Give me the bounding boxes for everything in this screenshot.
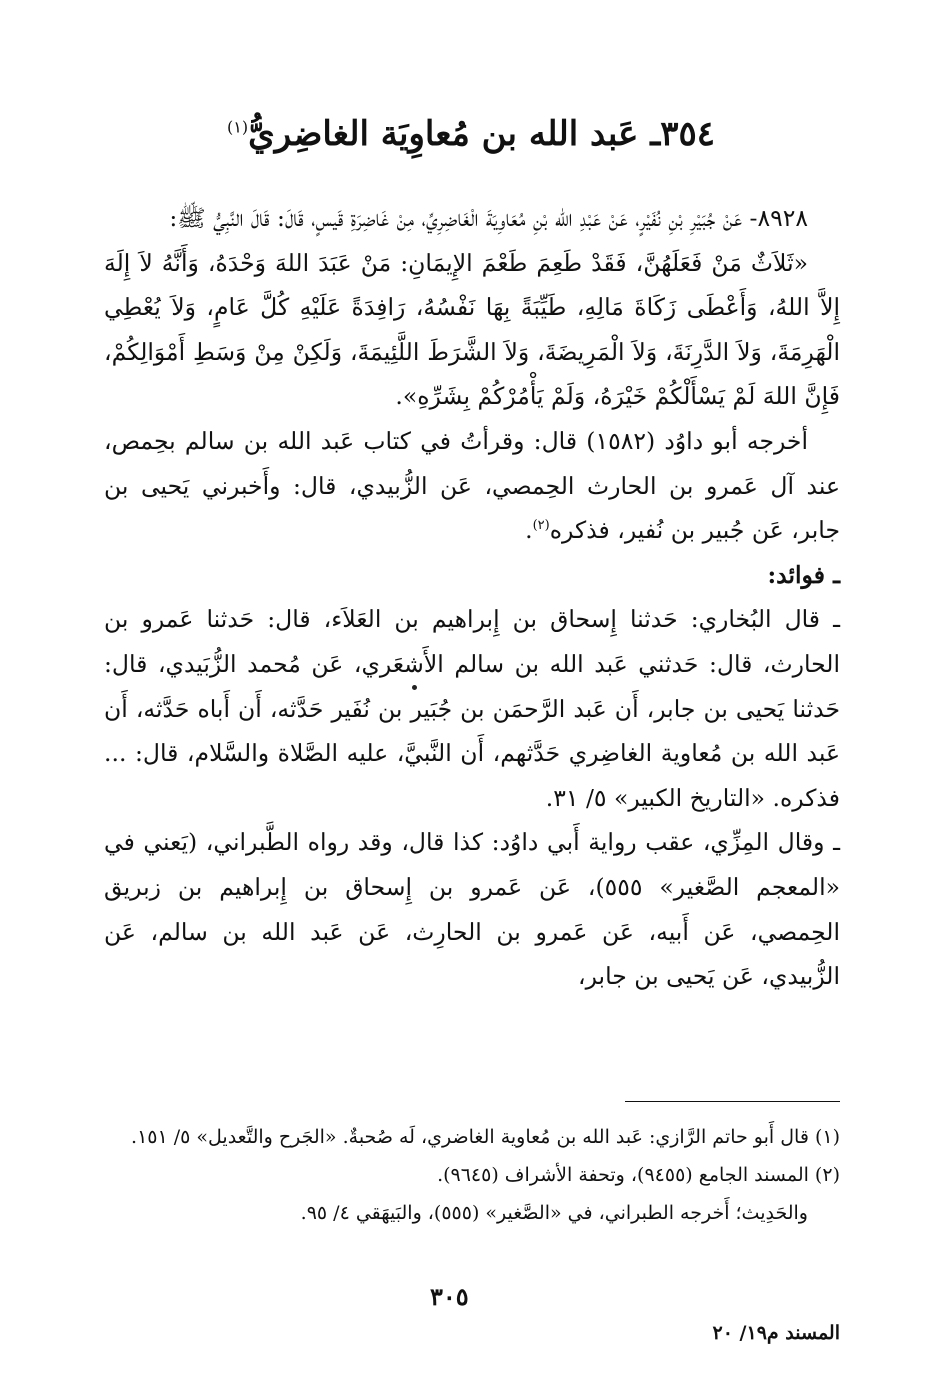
main-text [104,196,840,999]
fawaid-heading: ـ فوائد: [767,560,840,589]
takhrij-text: أخرجه أبو داوُد (١٥٨٢) قال: وقرأتُ في كتاب عَبد الله بن سالم بحِمص، عند آل عَمرو بن الحارث الحِمصي، عَن الزُّبيدي، قال: وأَخبرني يَحيى بن جابر، عَن جُبير بن نُفير، فذكره [104,426,840,545]
hadith-quote: «ثَلاَثٌ مَنْ فَعَلَهُنَّ، فَقَدْ طَعِمَ طَعْمَ الإِيمَانِ: مَنْ عَبَدَ اللهَ وَحْدَهُ، وَأَنَّهُ لاَ إِلَهَ إِلاَّ اللهُ، وَأَعْطَى زَكَاةَ مَالِهِ، طَيِّبَةً بِهَا نَفْسُهُ، رَافِدَةً عَلَيْهِ كُلَّ عَامٍ، وَلاَ يُعْطِي الْهَرِمَةَ، وَلاَ الدَّرِنَةَ، وَلاَ الْمَرِيضَةَ، وَلاَ الشَّرَطَ اللَّئِيمَةَ، وَلَكِنْ مِنْ وَسَطِ أَمْوَالِكُمْ، فَإِنَّ اللهَ لَمْ يَسْأَلْكُمْ خَيْرَهُ، وَلَمْ يَأْمُرْكُمْ بِشَرِّهِ». [104,248,840,411]
footnote-2-continued: والحَدِيث؛ أَخرجه الطبراني، في «الصَّغير» (٥٥٥)، والبَيهَقي ٤/ ٩٥. [300,1202,808,1224]
signature-mark: المسند م١٩/ ٢٠ [712,1322,840,1344]
footnote-2: (٢) المسند الجامع (٩٤٥٥)، وتحفة الأشراف (٩٦٤٥). [437,1164,840,1186]
chapter-title [100,110,842,158]
mizzi-paragraph: ـ وقال المِزِّي، عقب رواية أَبي داوُد: كذا قال، وقد رواه الطَّبراني، (يَعني في «المعجم الصَّغير» ٥٥٥)، عَن عَمرو بن إِسحاق بن إِبراهيم بن زبريق الحِمصي، عَن أَبيه، عَن عَمرو بن الحارِث، عَن عَبد الله بن سالم، عَن الزُّبيدي، عَن يَحيى بن جابر، [104,828,840,991]
footnote-1: (١) قال أَبو حاتم الرَّازي: عَبد الله بن مُعاوية الغاضري، لَه صُحبةٌ. «الجَرح والتَّعديل» ٥/ ١٥١. [131,1126,840,1148]
bukhari-paragraph: ـ قال البُخاري: حَدثنا إِسحاق بن إِبراهيم بن العَلاَء، قال: حَدثنا عَمرو بن الحارث، قال: حَدثني عَبد الله بن سالم الأَشعَري، عَن مُحمد الزُّبَيدي، قال: حَدثنا يَحيى بن جابر، أَن عَبد الرَّحمَن بن جُبَير بن نُفَير حَدَّثه، أَن أَباه حَدَّثه، أَن عَبد الله بن مُعاوية الغاضِري حَدَّثهم، أَن النَّبيَّ، عليه الصَّلاة والسَّلام، قال: ... فذكره. «التاريخ الكبير» ٥/ ٣١. [104,605,840,812]
stray-dot [412,685,417,690]
hadith-paragraph: ٨٩٢٨- عَنْ جُبَيْرِ بْنِ نُفَيْرٍ، عَنْ عَبْدِ الله بْنِ مُعَاوِيَةَ الْغَاضِرِيِّ، مِنْ غَاضِرَةِ قَيسٍ، قَالَ: قَالَ النَّبِيُّ ﷺ: [169,204,808,232]
takhrij-end: . [525,516,533,545]
takhrij-footnote-ref: (٢) [532,518,550,534]
page-number: ٣٠٥ [430,1282,469,1311]
title-footnote-ref: (١) [227,117,249,137]
footnotes [104,1118,840,1232]
footnote-separator [625,1101,840,1102]
takhrij-paragraph [104,419,840,553]
chapter-title-text: ٣٥٤ـ عَبد الله بن مُعاوِيَة الغاضِريُّ [248,114,715,154]
